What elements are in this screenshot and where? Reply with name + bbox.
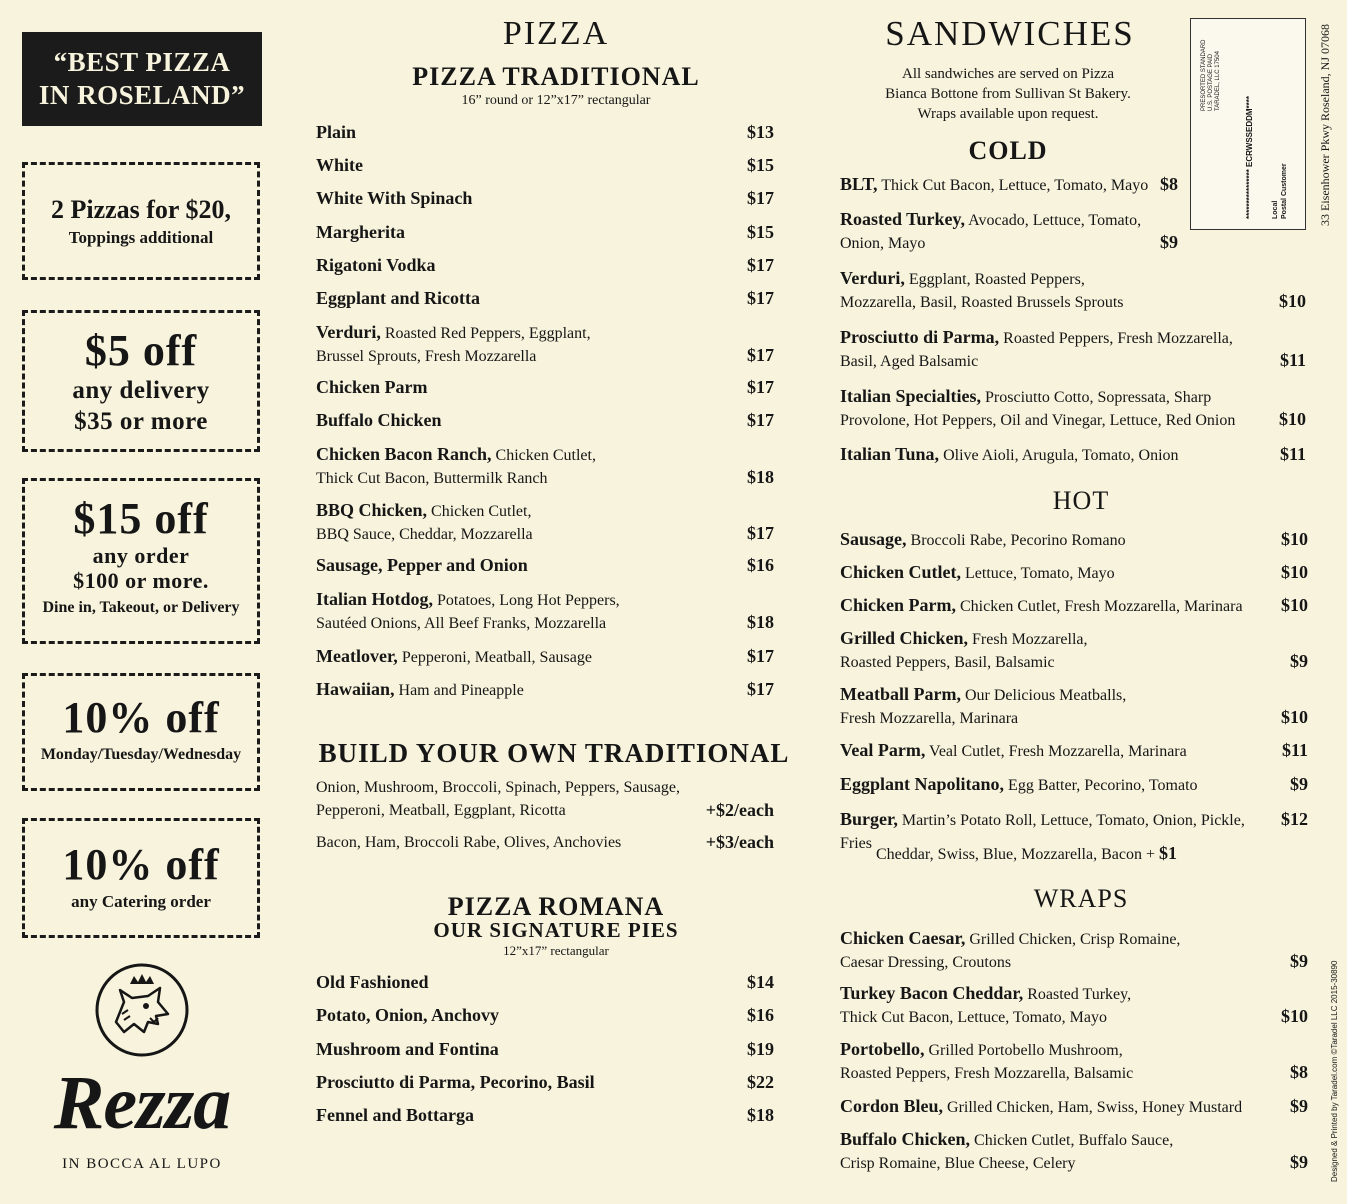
recipient-line: Local (1272, 200, 1279, 219)
menu-item-price: $17 (747, 188, 774, 208)
menu-item-desc-2: Basil, Aged Balsamic (840, 353, 979, 370)
menu-item (840, 594, 1276, 618)
menu-item-name: Verduri, (840, 268, 905, 288)
logo-wordmark: Rezza (53, 1061, 231, 1145)
menu-item (840, 683, 1276, 730)
menu-item-name: Meatlover, (316, 646, 398, 666)
menu-item-desc-2: Thick Cut Bacon, Buttermilk Ranch (316, 470, 548, 487)
ecrwss-line: **************** ECRWSSEDDM**** (1245, 95, 1254, 219)
menu-item-line (316, 409, 736, 433)
menu-item-line (840, 1095, 1276, 1119)
permit-line: PRESORTED STANDARD (1201, 39, 1207, 111)
menu-item-desc: Chicken Cutlet, Buffalo Sauce, (974, 1132, 1174, 1149)
menu-item-desc: Grilled Portobello Mushroom, (928, 1042, 1123, 1059)
menu-item-desc: Pepperoni, Meatball, Sausage (401, 649, 592, 666)
menu-item (316, 187, 736, 211)
menu-item-line (316, 678, 736, 702)
menu-item-desc: Roasted Red Peppers, Eggplant, (384, 325, 591, 342)
menu-item (840, 561, 1276, 585)
menu-item-price: $19 (747, 1039, 774, 1059)
menu-item-name: Roasted Turkey, (840, 209, 966, 229)
menu-item-price: $15 (747, 155, 774, 175)
menu-item-line (316, 321, 736, 345)
permit-block (1201, 40, 1222, 111)
menu-item-price: $8 (1160, 174, 1178, 194)
menu-item-price: $17 (747, 679, 774, 699)
build-row-price: +$2/each (705, 800, 774, 820)
menu-item-name: Old Fashioned (316, 972, 429, 992)
menu-item-desc-2: Provolone, Hot Peppers, Oil and Vinegar, Lettuce, Red Onion (840, 412, 1236, 429)
menu-item-line (840, 927, 1276, 951)
menu-item-desc: Grilled Chicken, Ham, Swiss, Honey Mustard (947, 1099, 1243, 1116)
return-address: 33 Eisenhower Pkwy Roseland, NJ 07068 (1318, 24, 1332, 226)
menu-item (840, 627, 1276, 674)
menu-item (316, 154, 736, 178)
coupon-detail: any Catering order (71, 892, 211, 911)
menu-item-price: $9 (1160, 232, 1178, 252)
recipient-block (1271, 163, 1289, 219)
menu-item-price: $10 (1279, 291, 1306, 311)
menu-item (316, 645, 736, 669)
menu-item (316, 971, 736, 995)
menu-item-name: Hawaiian, (316, 679, 395, 699)
menu-item (316, 121, 736, 145)
menu-item-price: $17 (747, 345, 774, 365)
menu-item-line (840, 528, 1276, 552)
menu-item-price: $9 (1290, 951, 1308, 971)
menu-item-desc: Potatoes, Long Hot Peppers, (437, 592, 620, 609)
build-row-line: Onion, Mushroom, Broccoli, Spinach, Peppers, Sausage, (316, 779, 680, 796)
menu-item-line (316, 121, 736, 145)
menu-item-price: $17 (747, 410, 774, 430)
menu-item-line (840, 627, 1276, 651)
permit-line: U.S. POSTAGE PAID (1208, 53, 1214, 111)
menu-item-name: Prosciutto di Parma, Pecorino, Basil (316, 1072, 595, 1092)
menu-item-line (316, 254, 736, 278)
menu-item (316, 376, 736, 400)
menu-item-line (840, 739, 1276, 763)
menu-item-price: $17 (747, 646, 774, 666)
menu-item-name: Turkey Bacon Cheddar, (840, 983, 1024, 1003)
wraps-heading: WRAPS (1033, 884, 1129, 913)
menu-item-desc: Thick Cut Bacon, Lettuce, Tomato, Mayo (881, 177, 1149, 194)
build-row-line: Bacon, Ham, Broccoli Rabe, Olives, Anchovies (316, 834, 622, 851)
menu-item-name: Chicken Bacon Ranch, (316, 444, 492, 464)
menu-item-name: Plain (316, 122, 357, 142)
menu-item (316, 678, 736, 702)
badge-line-2: IN ROSELAND” (38, 80, 246, 110)
menu-item-price: $9 (1290, 1152, 1308, 1172)
coupon-detail: Dine in, Takeout, or Delivery (42, 599, 240, 616)
menu-item-line (316, 187, 736, 211)
menu-item (840, 267, 1266, 314)
menu-item-price: $8 (1290, 1062, 1308, 1082)
menu-item-price: $10 (1281, 562, 1308, 582)
menu-item-price: $15 (747, 222, 774, 242)
menu-item (316, 1038, 736, 1062)
sandwiches-intro (842, 64, 1174, 124)
coupon-detail: any order (92, 543, 190, 568)
menu-item-line (316, 1004, 736, 1028)
menu-item (840, 1128, 1276, 1175)
menu-item-desc: Avocado, Lettuce, Tomato, (968, 212, 1142, 229)
menu-item-desc-2: Onion, Mayo (840, 235, 926, 252)
menu-item-desc: Grilled Chicken, Crisp Romaine, (969, 931, 1181, 948)
menu-item-desc: Chicken Cutlet, (495, 447, 596, 464)
menu-item-name: White (316, 155, 363, 175)
menu-item-desc-2: Sautéed Onions, All Beef Franks, Mozzarella (316, 615, 607, 632)
menu-item (840, 1095, 1276, 1119)
menu-item-price: $18 (747, 467, 774, 487)
menu-item-price: $18 (747, 1105, 774, 1125)
menu-item-price: $11 (1279, 350, 1306, 370)
menu-item (316, 1071, 736, 1095)
menu-item-price: $9 (1290, 651, 1308, 671)
menu-item-name: Fennel and Bottarga (316, 1105, 475, 1125)
menu-item-line (840, 1038, 1276, 1062)
coupon-five-off[interactable] (22, 310, 260, 452)
menu-item-name: White With Spinach (316, 188, 473, 208)
menu-item-line (316, 1071, 736, 1095)
intro-line: All sandwiches are served on Pizza (901, 66, 1114, 82)
menu-item-name: Rigatoni Vodka (316, 255, 436, 275)
menu-item-desc: Olive Aioli, Arugula, Tomato, Onion (943, 447, 1179, 464)
menu-item-line (316, 971, 736, 995)
pizza-traditional-heading: PIZZA TRADITIONAL (412, 62, 700, 91)
menu-item (316, 321, 736, 368)
logo-tagline: IN BOCCA AL LUPO (62, 1156, 222, 1172)
menu-item-name: Portobello, (840, 1039, 925, 1059)
menu-item-desc: Veal Cutlet, Fresh Mozzarella, Marinara (929, 743, 1187, 760)
menu-item-line (840, 561, 1276, 585)
coupon-headline: 10% off (62, 840, 220, 889)
menu-item-name: Chicken Parm, (840, 595, 956, 615)
menu-item-name: Veal Parm, (840, 740, 926, 760)
menu-item (840, 739, 1276, 763)
coupon-headline: $5 off (84, 326, 198, 375)
menu-item-price: $10 (1281, 529, 1308, 549)
menu-item-line (840, 594, 1276, 618)
menu-item-name: Cordon Bleu, (840, 1096, 944, 1116)
menu-item-line (316, 1104, 736, 1128)
menu-item-line (840, 173, 1150, 197)
hot-heading: HOT (1052, 486, 1110, 515)
menu-item-line (840, 982, 1276, 1006)
menu-item-name: Prosciutto di Parma, (840, 327, 1000, 347)
menu-item-line (316, 645, 736, 669)
menu-item-name: Eggplant Napolitano, (840, 774, 1005, 794)
coupon-detail: $35 or more (74, 408, 208, 435)
coupon-two-pizzas[interactable] (22, 162, 260, 280)
coupon-detail: Monday/Tuesday/Wednesday (40, 746, 242, 763)
menu-item-name: Italian Tuna, (840, 444, 940, 464)
coupon-headline: 10% off (62, 693, 220, 742)
menu-item-name: Verduri, (316, 322, 381, 342)
menu-item-name: BBQ Chicken, (316, 500, 428, 520)
menu-item (316, 1104, 736, 1128)
badge-line-1: “BEST PIZZA (53, 47, 231, 77)
menu-item-name: Meatball Parm, (840, 684, 961, 704)
menu-item-price: $17 (747, 523, 774, 543)
coupon-weekday[interactable] (22, 673, 260, 791)
coupon-detail: any delivery (72, 377, 210, 404)
burger-extras-price: $1 (1158, 843, 1177, 863)
intro-line: Bianca Bottone from Sullivan St Bakery. (885, 86, 1131, 102)
menu-item (840, 927, 1276, 974)
pizza-romana-subheading: OUR SIGNATURE PIES (433, 918, 679, 942)
pizza-traditional-size: 16” round or 12”x17” rectangular (461, 93, 651, 108)
menu-item-desc: Martin’s Potato Roll, Lettuce, Tomato, Onion, Pickle, Fries (840, 812, 1245, 852)
menu-item-price: $9 (1290, 1096, 1308, 1116)
menu-item-desc: Roasted Turkey, (1027, 986, 1132, 1003)
menu-item-name: Grilled Chicken, (840, 628, 969, 648)
menu-item-desc: Fresh Mozzarella, (972, 631, 1088, 648)
menu-item (316, 443, 736, 490)
menu-item-name: Chicken Parm (316, 377, 428, 397)
menu-item-price: $16 (747, 555, 774, 575)
menu-item (316, 409, 736, 433)
postage-indicia (1190, 18, 1306, 230)
menu-item-desc: Broccoli Rabe, Pecorino Romano (910, 532, 1126, 549)
menu-item (316, 554, 736, 578)
menu-item (840, 326, 1266, 373)
coupon-detail: $100 or more. (73, 568, 209, 593)
build-row-price: +$3/each (705, 832, 774, 852)
menu-item-name: Buffalo Chicken, (840, 1129, 971, 1149)
menu-item-desc: Eggplant, Roasted Peppers, (908, 271, 1085, 288)
menu-item-name: Italian Specialties, (840, 386, 982, 406)
menu-item (316, 221, 736, 245)
menu-item-desc: Chicken Cutlet, Fresh Mozzarella, Marinara (960, 598, 1243, 615)
coupon-detail: Toppings additional (68, 228, 214, 247)
menu-item (840, 528, 1276, 552)
menu-item-line (316, 221, 736, 245)
menu-item-desc: Egg Batter, Pecorino, Tomato (1008, 777, 1198, 794)
menu-item-desc-2: Roasted Peppers, Basil, Balsamic (840, 654, 1055, 671)
menu-item-desc-2: Roasted Peppers, Fresh Mozzarella, Balsamic (840, 1065, 1134, 1082)
menu-item-price: $9 (1290, 774, 1308, 794)
menu-item-name: Margherita (316, 222, 405, 242)
menu-item-price: $14 (747, 972, 774, 992)
menu-item-line (316, 588, 736, 612)
menu-item-price: $17 (747, 288, 774, 308)
menu-item (840, 1038, 1276, 1085)
menu-item-line (840, 326, 1266, 350)
menu-item-desc-2: Thick Cut Bacon, Lettuce, Tomato, Mayo (840, 1009, 1107, 1026)
build-row-1 (316, 776, 696, 822)
menu-item-price: $11 (1279, 444, 1306, 464)
menu-item-line (840, 443, 1266, 467)
menu-item-price: $11 (1281, 740, 1308, 760)
menu-item-desc-2: Fresh Mozzarella, Marinara (840, 710, 1019, 727)
menu-item-name: Eggplant and Ricotta (316, 288, 481, 308)
menu-item-name: BLT, (840, 174, 878, 194)
menu-item-desc-2: Mozzarella, Basil, Roasted Brussels Sprouts (840, 294, 1124, 311)
menu-item-name: Sausage, (840, 529, 907, 549)
menu-item-price: $17 (747, 377, 774, 397)
build-your-own-heading: BUILD YOUR OWN TRADITIONAL (318, 738, 790, 768)
menu-item-line (316, 287, 736, 311)
intro-line: Wraps available upon request. (917, 106, 1099, 122)
menu-item (840, 773, 1276, 797)
sandwiches-title: SANDWICHES (885, 14, 1135, 53)
pizza-romana-size: 12”x17” rectangular (503, 943, 609, 958)
menu-item-price: $16 (747, 1005, 774, 1025)
menu-item-desc-2: Crisp Romaine, Blue Cheese, Celery (840, 1155, 1076, 1172)
menu-item-desc: Lettuce, Tomato, Mayo (965, 565, 1115, 582)
menu-item-price: $22 (747, 1072, 774, 1092)
menu-item-line (840, 385, 1266, 409)
build-row-2 (316, 831, 696, 854)
burger-extras (876, 842, 1316, 866)
menu-item-line (840, 773, 1276, 797)
menu-item-line (840, 683, 1276, 707)
menu-item-desc: Roasted Peppers, Fresh Mozzarella, (1003, 330, 1233, 347)
brand-logo (22, 962, 262, 1182)
menu-item-name: Buffalo Chicken (316, 410, 442, 430)
burger-extras-text: Cheddar, Swiss, Blue, Mozzarella, Bacon + (876, 846, 1159, 863)
menu-item-price: $10 (1281, 595, 1308, 615)
menu-item-line (316, 443, 736, 467)
menu-item-line (840, 1128, 1276, 1152)
menu-item-price: $18 (747, 612, 774, 632)
menu-item-line (840, 267, 1266, 291)
menu-item-price: $10 (1279, 409, 1306, 429)
menu-item-desc-2: Caesar Dressing, Croutons (840, 954, 1012, 971)
menu-item-line (316, 376, 736, 400)
menu-item-desc: Our Delicious Meatballs, (964, 687, 1127, 704)
menu-item-line (316, 499, 736, 523)
permit-line: TARADEL, LLC 17504 (1215, 51, 1221, 111)
menu-item (316, 499, 736, 546)
menu-item-price: $17 (747, 255, 774, 275)
menu-item-line (316, 1038, 736, 1062)
best-pizza-badge (22, 32, 262, 126)
cold-heading-text: COLD (968, 136, 1048, 165)
menu-item-line (316, 154, 736, 178)
menu-item-name: Burger, (840, 809, 898, 829)
menu-item (316, 1004, 736, 1028)
menu-item-name: Mushroom and Fontina (316, 1039, 499, 1059)
menu-item-desc: Ham and Pineapple (398, 682, 524, 699)
pizza-title: PIZZA (502, 15, 610, 52)
menu-item-name: Italian Hotdog, (316, 589, 434, 609)
menu-item-name: Sausage, Pepper and Onion (316, 555, 528, 575)
menu-item (840, 982, 1276, 1029)
menu-item (316, 287, 736, 311)
menu-item (316, 254, 736, 278)
menu-item-name: Potato, Onion, Anchovy (316, 1005, 500, 1025)
cold-heading (842, 136, 1174, 166)
coupon-headline: $15 off (73, 494, 209, 543)
menu-item-desc: Prosciutto Cotto, Sopressata, Sharp (985, 389, 1212, 406)
menu-item (840, 443, 1266, 467)
menu-item (840, 385, 1266, 432)
build-row-line: Pepperoni, Meatball, Eggplant, Ricotta (316, 802, 566, 819)
recipient-line: Postal Customer (1281, 163, 1288, 219)
menu-item-price: $12 (1281, 809, 1308, 829)
menu-item-price: $10 (1281, 707, 1308, 727)
printer-credit: Designed & Printed by Taradel.com ©Taradel LLC 2015-30890 (1330, 960, 1339, 1182)
pizza-romana-heading: PIZZA ROMANA (447, 892, 665, 921)
menu-item-desc-2: Brussel Sprouts, Fresh Mozzarella (316, 348, 537, 365)
coupon-catering[interactable] (22, 818, 260, 938)
menu-item (316, 588, 736, 635)
menu-item-name: Chicken Cutlet, (840, 562, 961, 582)
wolf-crest-icon (94, 962, 190, 1058)
menu-item-name: Chicken Caesar, (840, 928, 966, 948)
menu-item (840, 173, 1150, 197)
coupon-fifteen-off[interactable] (22, 478, 260, 644)
menu-item-price: $10 (1281, 1006, 1308, 1026)
menu-item-line (316, 554, 736, 578)
coupon-headline: 2 Pizzas for $20, (50, 195, 232, 224)
menu-item-desc-2: BBQ Sauce, Cheddar, Mozzarella (316, 526, 533, 543)
menu-item-price: $13 (747, 122, 774, 142)
menu-item-desc: Chicken Cutlet, (431, 503, 532, 520)
